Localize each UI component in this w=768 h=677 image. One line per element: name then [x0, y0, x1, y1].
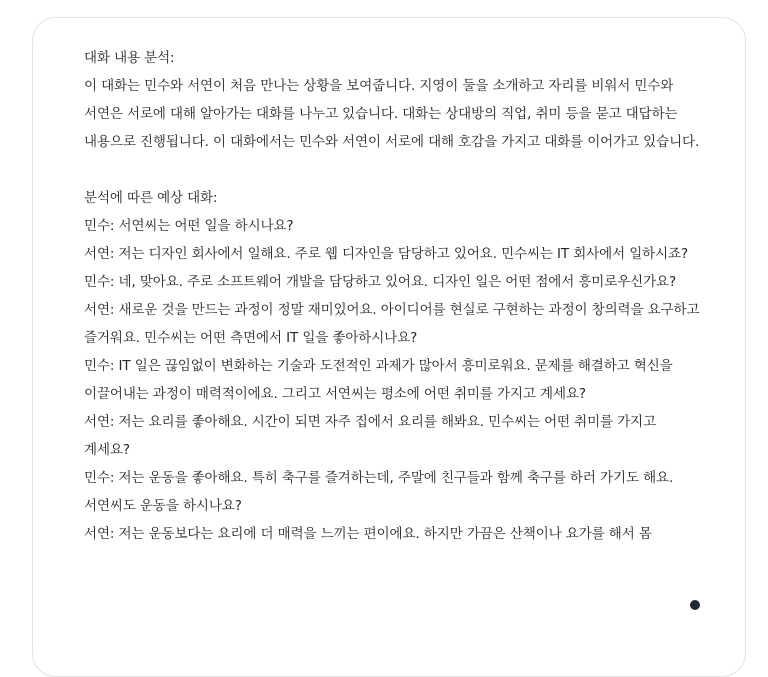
analysis-body: 이 대화는 민수와 서연이 처음 만나는 상황을 보여줍니다. 지영이 둘을 소개하고 자리를 비워서 민수와 서연은 서로에 대해 알아가는 대화를 나누고 있습니다. 대화는 상대방의 직업, 취미 등을 묻고 대답하는 내용으로 진행됩니다. 이 대화에서는 민수와 서연이 서로에 대해 호감을 가지고 대화를 이어가고 있습니다. [84, 78, 700, 150]
dialogue-line: 서연: 저는 디자인 회사에서 일해요. 주로 웹 디자인을 담당하고 있어요. 민수씨는 IT 회사에서 일하시죠? [84, 246, 689, 262]
dialogue-line: 민수: 저는 운동을 좋아해요. 특히 축구를 즐겨하는데, 주말에 친구들과 함께 축구를 하러 가기도 해요. 서연씨도 운동을 하시나요? [84, 470, 678, 514]
dialogue-line: 서연: 저는 요리를 좋아해요. 시간이 되면 자주 집에서 요리를 해봐요. 민수씨는 어떤 취미를 가지고 계세요? [84, 414, 661, 458]
dialogue-line-streaming: 서연: 저는 운동보다는 요리에 더 매력을 느끼는 편이에요. 하지만 가끔은 산책이나 요가를 해서 몸 [84, 526, 652, 542]
dialogue-section [84, 184, 704, 548]
response-card [32, 17, 746, 677]
response-content [84, 44, 704, 576]
dialogue-heading: 분석에 따른 예상 대화: [84, 190, 218, 206]
dialogue-line: 민수: 네, 맞아요. 주로 소프트웨어 개발을 담당하고 있어요. 디자인 일은 어떤 점에서 흥미로우신가요? [84, 274, 677, 290]
dialogue-line: 민수: IT 일은 끊임없이 변화하는 기술과 도전적인 과제가 많아서 흥미로워요. 문제를 해결하고 혁신을 이끌어내는 과정이 매력적이에요. 그리고 서연씨는 평소에 어떤 취미를 가지고 계세요? [84, 358, 677, 402]
analysis-section [84, 44, 704, 156]
dialogue-line: 민수: 서연씨는 어떤 일을 하시나요? [84, 218, 294, 234]
analysis-heading: 대화 내용 분석: [84, 50, 175, 66]
dialogue-line: 서연: 새로운 것을 만드는 과정이 정말 재미있어요. 아이디어를 현실로 구현하는 과정이 창의력을 요구하고 즐거워요. 민수씨는 어떤 측면에서 IT 일을 좋아하시나요? [84, 302, 704, 346]
streaming-cursor-icon [690, 600, 700, 610]
